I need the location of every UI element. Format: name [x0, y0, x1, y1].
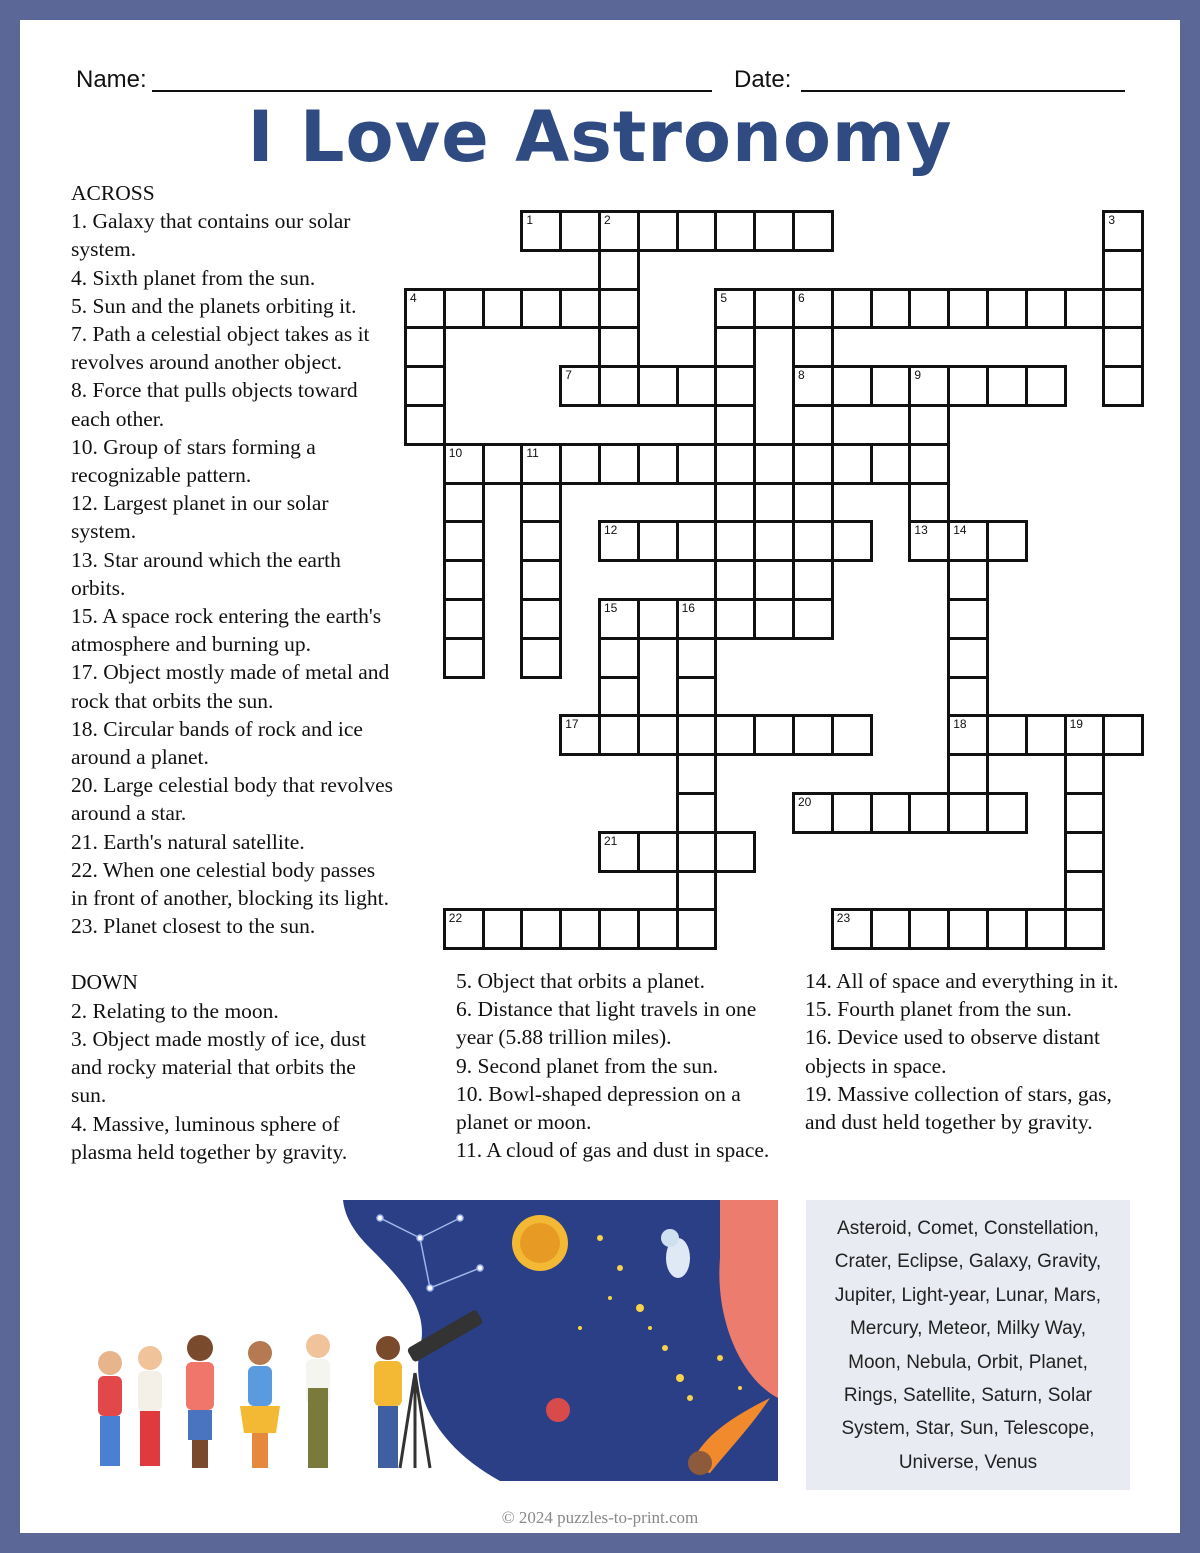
grid-cell[interactable] [598, 908, 640, 950]
grid-cell[interactable] [598, 831, 640, 873]
grid-cell[interactable] [831, 520, 873, 562]
grid-cell[interactable] [443, 908, 485, 950]
across-clue: 4. Sixth planet from the sun. [71, 265, 316, 290]
grid-cell[interactable] [908, 520, 950, 562]
grid-cell[interactable] [986, 908, 1028, 950]
grid-cell[interactable] [559, 365, 601, 407]
grid-cell[interactable] [792, 714, 834, 756]
clue-number: 20 [798, 795, 812, 809]
clue-number: 4 [410, 290, 417, 305]
grid-cell[interactable] [520, 559, 562, 601]
clue-number: 5 [720, 290, 728, 305]
grid-cell[interactable] [443, 520, 485, 562]
grid-cell[interactable] [1064, 831, 1106, 873]
grid-cell[interactable] [792, 792, 834, 834]
grid-cell[interactable] [676, 714, 718, 756]
grid-cell[interactable] [947, 598, 989, 640]
grid-cell[interactable] [947, 714, 989, 756]
grid-cell[interactable] [443, 559, 485, 601]
copyright-footer: © 2024 puzzles-to-print.com [501, 1508, 699, 1527]
grid-cell[interactable] [1064, 753, 1106, 795]
grid-cell[interactable] [637, 714, 679, 756]
grid-cell[interactable] [753, 520, 795, 562]
name-input-line[interactable] [152, 90, 712, 92]
grid-cell[interactable] [676, 908, 718, 950]
grid-cell[interactable] [637, 598, 679, 640]
down-clue-list-middle [456, 967, 791, 1164]
grid-cell[interactable] [714, 598, 756, 640]
grid-cell[interactable] [947, 520, 989, 562]
clue-number: 14 [953, 523, 967, 538]
grid-cell[interactable] [1025, 365, 1067, 407]
down-clue: 15. Fourth planet from the sun. [805, 997, 1072, 1022]
grid-cell[interactable] [831, 792, 873, 834]
grid-cell[interactable] [1102, 249, 1144, 291]
grid-cell[interactable] [598, 598, 640, 640]
grid-cell[interactable] [831, 908, 873, 950]
grid-cell[interactable] [559, 443, 601, 485]
grid-cell[interactable] [753, 288, 795, 330]
grid-cell[interactable] [443, 443, 485, 485]
clue-number: 23 [836, 911, 851, 926]
grid-cell[interactable] [520, 210, 562, 252]
grid-cell[interactable] [443, 288, 485, 330]
grid-cell[interactable] [637, 908, 679, 950]
grid-cell[interactable] [443, 637, 485, 679]
grid-cell[interactable] [637, 210, 679, 252]
name-label: Name: [76, 66, 147, 93]
clue-number: 11 [526, 445, 539, 460]
grid-cell[interactable] [676, 831, 718, 873]
down-clue: 2. Relating to the moon. [71, 998, 279, 1023]
grid-cell[interactable] [598, 443, 640, 485]
grid-cell[interactable] [753, 598, 795, 640]
clue-number: 19 [1069, 717, 1083, 732]
down-clue-list [71, 997, 396, 1166]
grid-cell[interactable] [676, 443, 718, 485]
grid-cell[interactable] [908, 404, 950, 446]
grid-cell[interactable] [714, 559, 756, 601]
grid-cell[interactable] [520, 482, 562, 524]
down-clue-list-right [805, 967, 1135, 1136]
grid-cell[interactable] [986, 288, 1028, 330]
clue-number: 21 [604, 833, 618, 848]
grid-cell[interactable] [520, 598, 562, 640]
grid-cell[interactable] [831, 288, 873, 330]
grid-cell[interactable] [637, 365, 679, 407]
grid-cell[interactable] [482, 288, 524, 330]
grid-cell[interactable] [482, 908, 524, 950]
grid-cell[interactable] [1064, 714, 1106, 756]
word-bank-text: Asteroid, Comet, Constellation, Crater, Eclipse, Galaxy, Gravity, Jupiter, Light-year, Lunar, Mars, Mercury, Meteor, Milky Way, Moon, Nebula, Orbit, Planet, Rings, Satellite, Saturn, Solar System, Star, Sun, Telescope, Universe, Venus [834, 1218, 1102, 1473]
grid-cell[interactable] [1064, 870, 1106, 912]
grid-cell[interactable] [559, 288, 601, 330]
grid-cell[interactable] [908, 443, 950, 485]
page-title: I Love Astronomy [247, 96, 953, 178]
grid-cell[interactable] [986, 792, 1028, 834]
down-clue: 10. Bowl-shaped depression on a planet or moon. [456, 1081, 741, 1135]
across-clue-list [71, 207, 396, 940]
small-planet-icon [546, 1398, 570, 1422]
grid-cell[interactable] [753, 210, 795, 252]
down-clue: 14. All of space and everything in it. [805, 969, 1119, 993]
clue-number: 12 [604, 523, 618, 538]
grid-cell[interactable] [870, 365, 912, 407]
grid-cell[interactable] [676, 792, 718, 834]
grid-cell[interactable] [1064, 908, 1106, 950]
grid-cell[interactable] [792, 365, 834, 407]
grid-cell[interactable] [598, 210, 640, 252]
clue-number: 1 [526, 213, 534, 227]
grid-cell[interactable] [559, 908, 601, 950]
grid-cell[interactable] [870, 288, 912, 330]
grid-cell[interactable] [559, 714, 601, 756]
grid-cell[interactable] [908, 482, 950, 524]
crossword-grid [404, 210, 1144, 950]
grid-cell[interactable] [559, 210, 601, 252]
clue-number: 3 [1108, 213, 1116, 227]
grid-cell[interactable] [1064, 792, 1106, 834]
down-clue: 4. Massive, luminous sphere of plasma held together by gravity. [71, 1111, 348, 1164]
across-clue: 17. Object mostly made of metal and rock that orbits the sun. [71, 660, 390, 713]
clue-number: 2 [604, 213, 611, 227]
grid-cell[interactable] [908, 365, 950, 407]
grid-cell[interactable] [714, 520, 756, 562]
down-clue: 5. Object that orbits a planet. [456, 969, 705, 993]
across-heading: ACROSS [71, 181, 155, 205]
grid-cell[interactable] [598, 676, 640, 718]
across-clue: 12. Largest planet in our solar system. [71, 491, 329, 544]
grid-cell[interactable] [1102, 714, 1144, 756]
grid-cell[interactable] [1025, 714, 1067, 756]
grid-cell[interactable] [1025, 908, 1067, 950]
grid-cell[interactable] [404, 365, 446, 407]
grid-cell[interactable] [870, 792, 912, 834]
grid-cell[interactable] [947, 365, 989, 407]
clue-number: 13 [914, 523, 928, 538]
down-clue: 19. Massive collection of stars, gas, and dust held together by gravity. [805, 1081, 1112, 1135]
grid-cell[interactable] [676, 637, 718, 679]
grid-cell[interactable] [947, 908, 989, 950]
grid-cell[interactable] [520, 908, 562, 950]
grid-cell[interactable] [482, 443, 524, 485]
across-clue: 15. A space rock entering the earth's atmosphere and burning up. [71, 604, 382, 657]
grid-cell[interactable] [947, 792, 989, 834]
grid-cell[interactable] [1102, 288, 1144, 330]
grid-cell[interactable] [792, 520, 834, 562]
grid-cell[interactable] [714, 288, 756, 330]
grid-cell[interactable] [947, 676, 989, 718]
grid-cell[interactable] [520, 443, 562, 485]
across-clue: 21. Earth's natural satellite. [71, 829, 305, 854]
down-clue: 6. Distance that light travels in one year (5.88 trillion miles). [456, 997, 757, 1050]
grid-cell[interactable] [598, 637, 640, 679]
across-clue: 1. Galaxy that contains our solar system. [71, 209, 351, 262]
grid-cell[interactable] [908, 908, 950, 950]
clue-number: 9 [914, 368, 922, 383]
grid-cell[interactable] [637, 443, 679, 485]
grid-cell[interactable] [714, 714, 756, 756]
grid-cell[interactable] [947, 637, 989, 679]
grid-cell[interactable] [676, 598, 718, 640]
clue-number: 8 [798, 368, 805, 383]
down-clue: 9. Second planet from the sun. [456, 1053, 719, 1078]
across-clue: 5. Sun and the planets orbiting it. [71, 293, 357, 318]
across-clue: 22. When one celestial body passes in front of another, blocking its light. [71, 857, 390, 911]
word-bank [806, 1200, 1130, 1490]
grid-cell[interactable] [831, 443, 873, 485]
grid-cell[interactable] [947, 288, 989, 330]
children-group [98, 1334, 402, 1468]
grid-cell[interactable] [714, 365, 756, 407]
grid-cell[interactable] [714, 326, 756, 368]
grid-cell[interactable] [404, 326, 446, 368]
grid-cell[interactable] [792, 559, 834, 601]
grid-cell[interactable] [792, 210, 834, 252]
grid-cell[interactable] [676, 365, 718, 407]
date-label: Date: [734, 66, 792, 93]
grid-cell[interactable] [947, 753, 989, 795]
down-clue: 11. A cloud of gas and dust in space. [456, 1138, 770, 1163]
grid-cell[interactable] [1064, 288, 1106, 330]
down-clue: 16. Device used to observe distant objects in space. [805, 1025, 1100, 1078]
grid-cell[interactable] [404, 288, 446, 330]
grid-cell[interactable] [676, 870, 718, 912]
grid-cell[interactable] [792, 598, 834, 640]
grid-cell[interactable] [714, 482, 756, 524]
grid-cell[interactable] [792, 404, 834, 446]
grid-cell[interactable] [598, 714, 640, 756]
grid-cell[interactable] [714, 404, 756, 446]
grid-cell[interactable] [404, 404, 446, 446]
grid-cell[interactable] [598, 326, 640, 368]
grid-cell[interactable] [753, 714, 795, 756]
grid-cell[interactable] [598, 249, 640, 291]
down-clue: 3. Object made mostly of ice, dust and rocky material that orbits the sun. [71, 1026, 366, 1108]
grid-cell[interactable] [753, 443, 795, 485]
grid-cell[interactable] [1025, 288, 1067, 330]
grid-cell[interactable] [870, 908, 912, 950]
date-input-line[interactable] [801, 90, 1125, 92]
grid-cell[interactable] [714, 443, 756, 485]
across-clue: 8. Force that pulls objects toward each other. [71, 378, 358, 431]
clue-number: 22 [448, 911, 463, 926]
grid-cell[interactable] [520, 288, 562, 330]
grid-cell[interactable] [714, 831, 756, 873]
grid-cell[interactable] [598, 365, 640, 407]
grid-cell[interactable] [676, 753, 718, 795]
clue-number: 7 [565, 368, 572, 383]
clue-number: 15 [604, 601, 618, 615]
grid-cell[interactable] [831, 714, 873, 756]
grid-cell[interactable] [637, 831, 679, 873]
across-clue: 10. Group of stars forming a recognizable pattern. [71, 434, 316, 488]
across-clue: 20. Large celestial body that revolves around a star. [71, 773, 393, 826]
grid-cell[interactable] [831, 365, 873, 407]
grid-cell[interactable] [1102, 326, 1144, 368]
grid-cell[interactable] [908, 792, 950, 834]
grid-cell[interactable] [1102, 210, 1144, 252]
grid-cell[interactable] [1102, 365, 1144, 407]
grid-cell[interactable] [870, 443, 912, 485]
grid-cell[interactable] [598, 288, 640, 330]
grid-cell[interactable] [637, 520, 679, 562]
clue-number: 10 [448, 445, 463, 460]
grid-cell[interactable] [714, 210, 756, 252]
clue-number: 6 [798, 290, 805, 305]
clue-number: 18 [953, 717, 967, 732]
grid-cell[interactable] [947, 559, 989, 601]
across-clue: 18. Circular bands of rock and ice around a planet. [71, 716, 363, 770]
grid-cell[interactable] [443, 598, 485, 640]
grid-cell[interactable] [598, 520, 640, 562]
grid-cell[interactable] [986, 714, 1028, 756]
grid-cell[interactable] [520, 520, 562, 562]
grid-cell[interactable] [676, 676, 718, 718]
clues-left-column [71, 179, 396, 1166]
grid-cell[interactable] [792, 482, 834, 524]
down-heading: DOWN [71, 970, 138, 995]
grid-cell[interactable] [676, 210, 718, 252]
across-clue: 7. Path a celestial object takes as it revolves around another object. [71, 322, 370, 375]
astronomy-illustration [80, 1198, 780, 1483]
grid-cell[interactable] [520, 637, 562, 679]
grid-cell[interactable] [908, 288, 950, 330]
grid-cell[interactable] [792, 326, 834, 368]
clue-number: 17 [565, 717, 579, 732]
clue-number: 16 [681, 601, 695, 615]
grid-cell[interactable] [792, 288, 834, 330]
grid-cell[interactable] [986, 365, 1028, 407]
across-clue: 13. Star around which the earth orbits. [71, 547, 341, 600]
across-clue: 23. Planet closest to the sun. [71, 914, 316, 939]
grid-cell[interactable] [792, 443, 834, 485]
grid-cell[interactable] [676, 520, 718, 562]
grid-cell[interactable] [986, 520, 1028, 562]
grid-cell[interactable] [443, 482, 485, 524]
